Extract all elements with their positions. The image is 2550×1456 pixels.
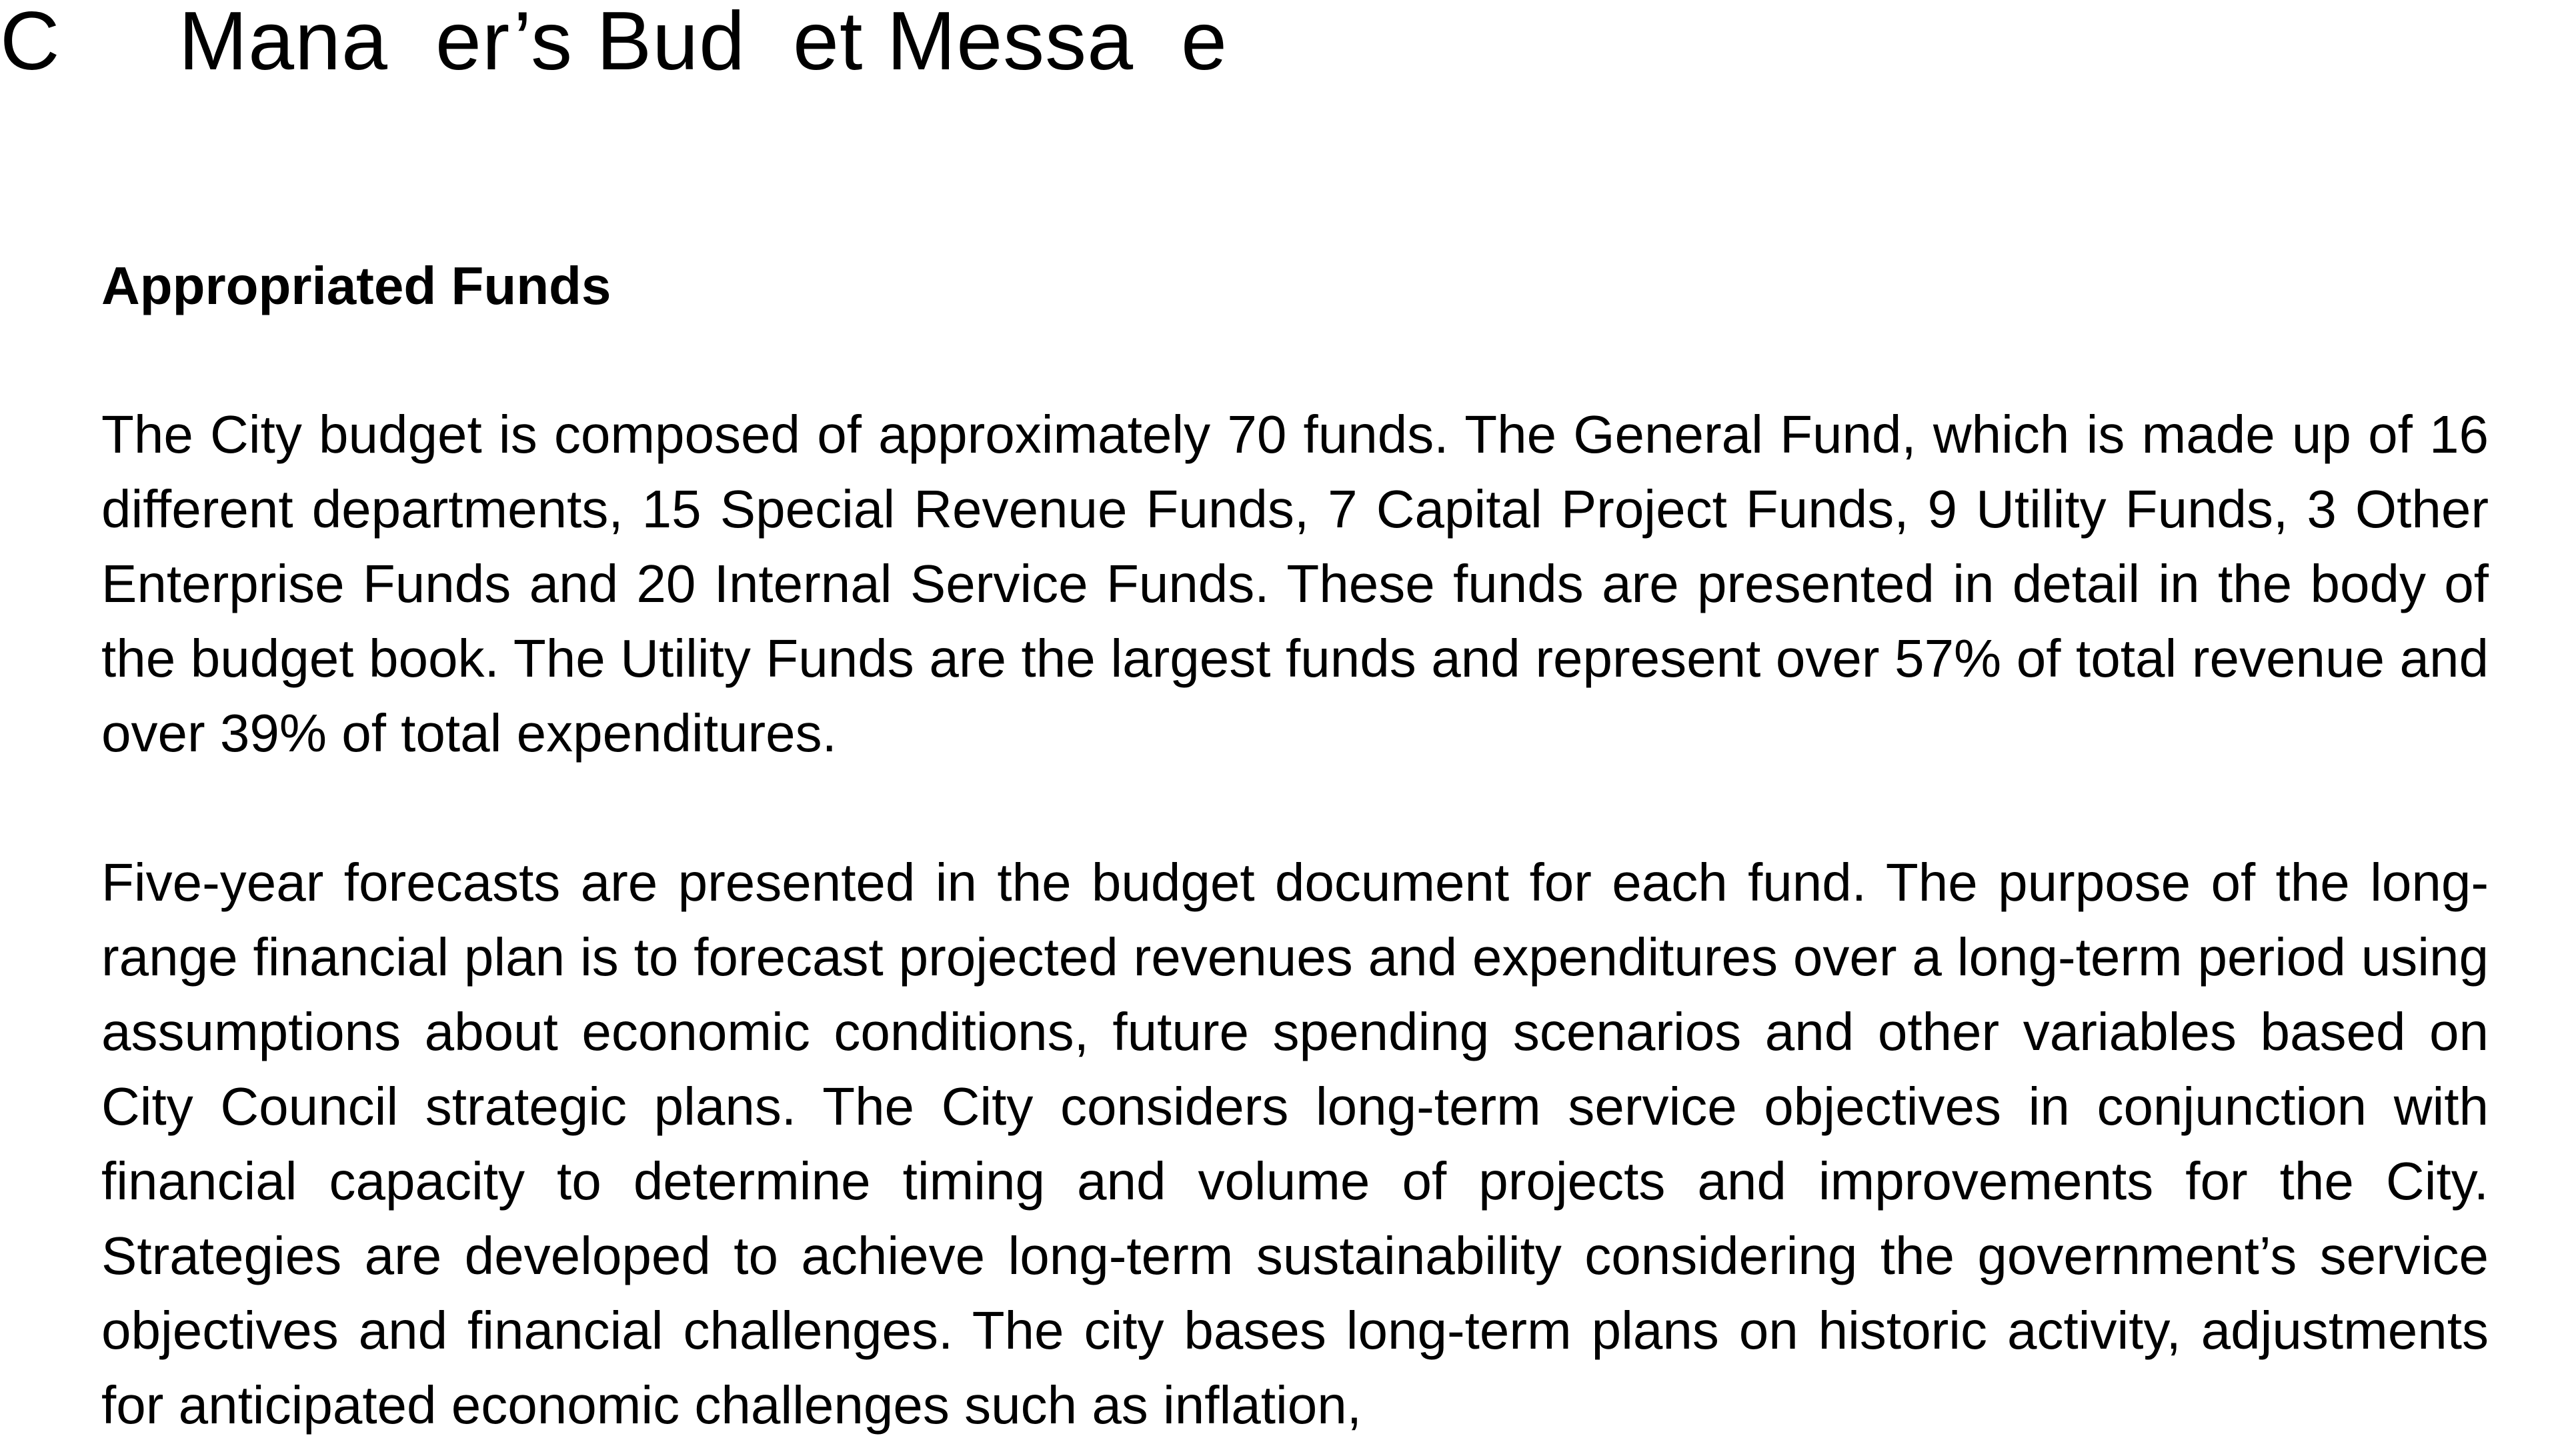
body-paragraph: Five-year forecasts are presented in the budget document for each fund. The purpose of the long-range financial plan is to forecast projected revenues and expenditures over a long-term period using assumptions about economic conditions, future spending scenarios and other variables based on City Council strategic plans. The City considers long-term service objectives in conjunction with financial capacity to determine timing and volume of projects and improvements for the City. Strategies are developed to achieve long-term sustainability considering the government’s service objectives and financial challenges. The city bases long-term plans on historic activity, adjustments for anticipated economic challenges such as inflation, xyxy=(101,853,2489,1435)
page-header-title: C Mana er’s Bud et Messa e xyxy=(0,0,1228,87)
body-paragraph: The City budget is composed of approximately 70 funds. The General Fund, which is made up of 16 different departments, 15 Special Revenue Funds, 7 Capital Project Funds, 9 Utility Funds, 3 Other Enterprise Funds and 20 Internal Service Funds. These funds are presented in detail in the body of the budget book. The Utility Funds are the largest funds and represent over 57% of total revenue and over 39% of total expenditures. xyxy=(101,405,2489,763)
section-heading: Appropriated Funds xyxy=(101,256,611,315)
